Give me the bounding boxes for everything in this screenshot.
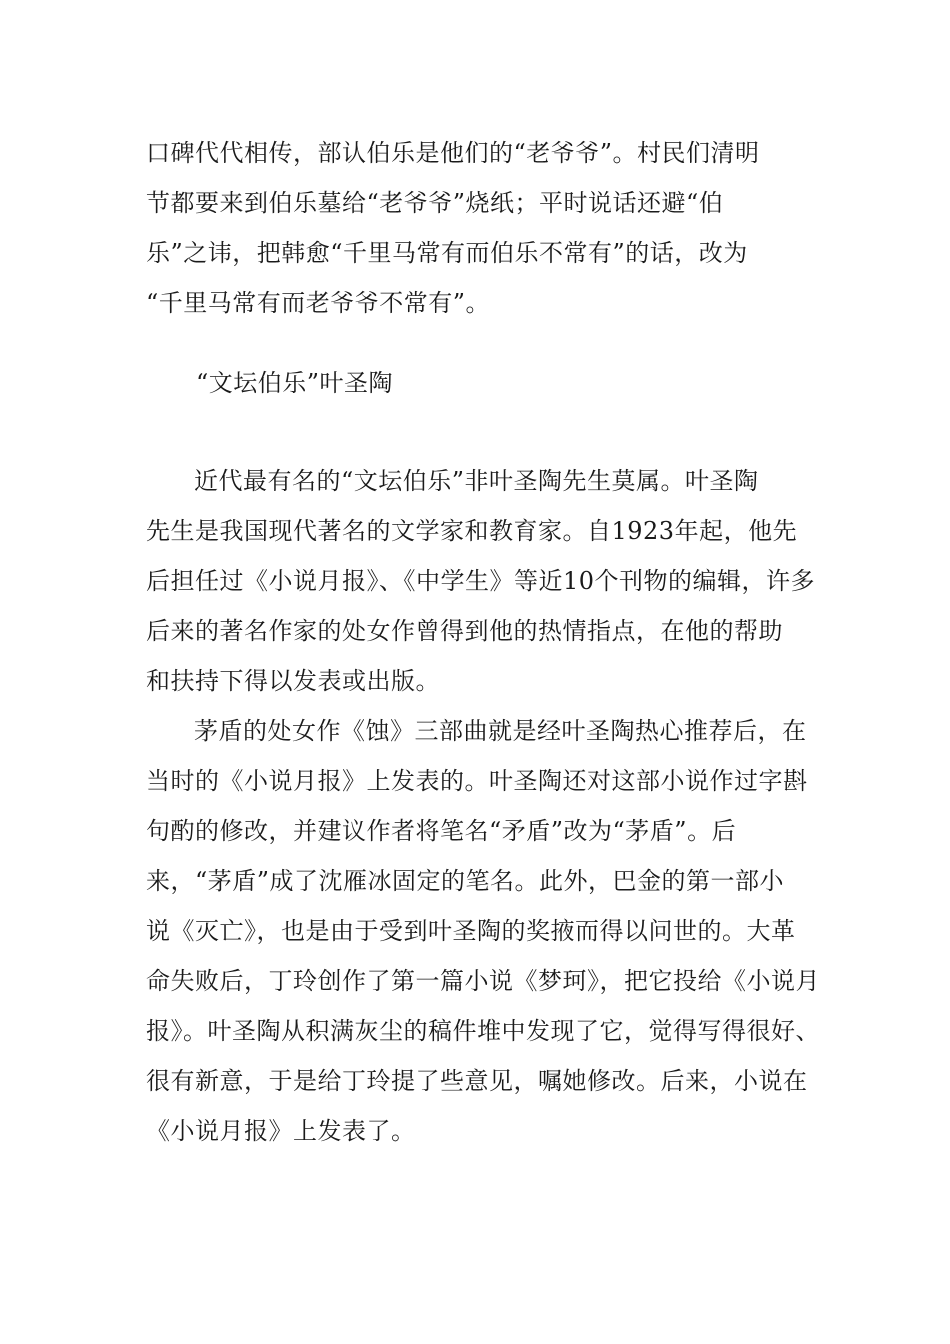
text-line: 先生是我国现代著名的文学家和教育家。自1923年起，他先 [146, 517, 798, 545]
text-line: 口碑代代相传，部认伯乐是他们的“老爷爷”。村民们清明 [146, 139, 760, 167]
text-line: 句酌的修改，并建议作者将笔名“矛盾”改为“茅盾”。后 [146, 817, 737, 845]
text-line: 《小说月报》上发表了。 [146, 1117, 416, 1145]
text-line: 后来的著名作家的处女作曾得到他的热情指点，在他的帮助 [146, 617, 783, 645]
text-line: 后担任过《小说月报》、《中学生》等近10个刊物的编辑，许多 [146, 567, 816, 595]
text-line: “千里马常有而老爷爷不常有”。 [146, 289, 491, 317]
text-line: 近代最有名的“文坛伯乐”非叶圣陶先生莫属。叶圣陶 [194, 467, 759, 495]
text-line: 报》。叶圣陶从积满灰尘的稿件堆中发现了它，觉得写得很好、 [146, 1017, 820, 1045]
section-heading-wrap [146, 358, 836, 408]
text-line: 当时的《小说月报》上发表的。叶圣陶还对这部小说作过字斟 [146, 767, 808, 795]
section-heading: “文坛伯乐”叶圣陶 [196, 369, 394, 397]
paragraph-1 [146, 456, 836, 706]
text-line: 茅盾的处女作《蚀》三部曲就是经叶圣陶热心推荐后，在 [194, 717, 807, 745]
text-line: 来，“茅盾”成了沈雁冰固定的笔名。此外，巴金的第一部小 [146, 867, 785, 895]
paragraph-2 [146, 706, 836, 1156]
text-line: 节都要来到伯乐墓给“老爷爷”烧纸；平时说话还避“伯 [146, 189, 724, 217]
text-line: 说《灭亡》，也是由于受到叶圣陶的奖掖而得以问世的。大革 [146, 917, 796, 945]
text-line: 命失败后，丁玲创作了第一篇小说《梦珂》，把它投给《小说月 [146, 967, 820, 995]
text-line: 和扶持下得以发表或出版。 [146, 667, 440, 695]
text-line: 很有新意，于是给丁玲提了些意见，嘱她修改。后来，小说在 [146, 1067, 808, 1095]
document-page [146, 128, 836, 1156]
spacer [146, 408, 836, 456]
text-line: 乐”之讳，把韩愈“千里马常有而伯乐不常有”的话，改为 [146, 239, 748, 267]
intro-paragraph [146, 128, 836, 328]
